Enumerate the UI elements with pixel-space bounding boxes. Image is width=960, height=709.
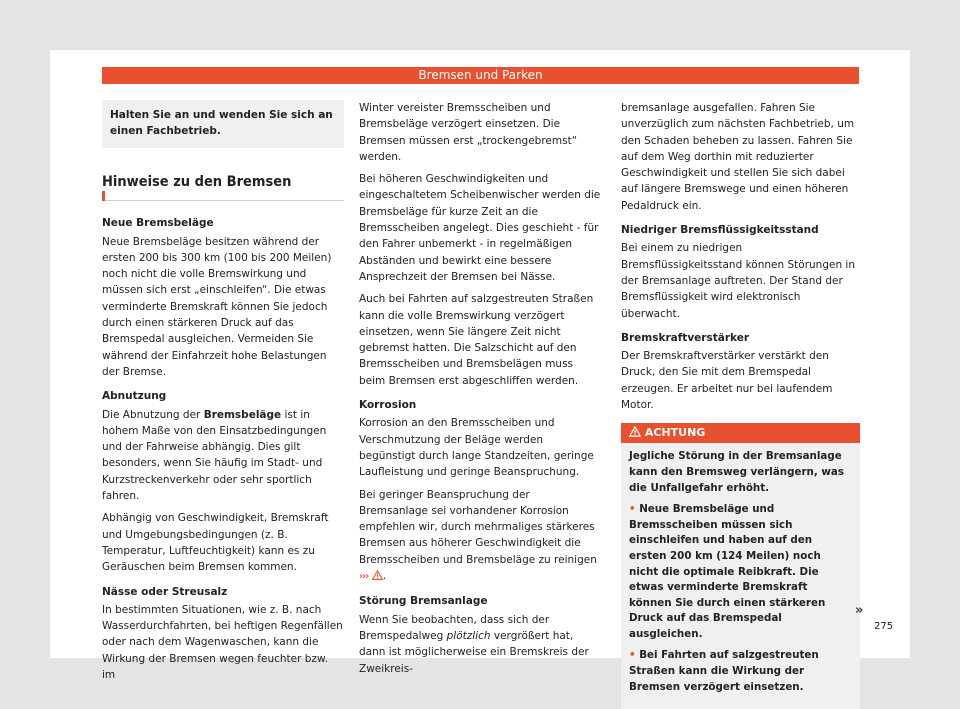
- paragraph: Bei geringer Beanspruchung der Bremsanlage sei vorhandener Korrosion empfehlen wir, durch mehrmaliges stärkeres Bremsen aus höherer Geschwindigkeit die Bremsscheiben und Bremsbeläge zu reinigen ››› .: [359, 487, 602, 586]
- bullet-icon: •: [629, 649, 636, 662]
- column-2: [359, 100, 602, 683]
- heading-abnutzung: Abnutzung: [102, 390, 167, 403]
- heading-stoerung: Störung Bremsanlage: [359, 595, 488, 608]
- section-title: Hinweise zu den Bremsen: [102, 174, 344, 201]
- paragraph: Bei höheren Geschwindigkeiten und eingeschaltetem Scheibenwischer werden die Bremsbeläge für kurze Zeit an die Bremsscheiben angelegt. Dies geschieht - für den Fahrer unbemerkt - in regelmäßigen Abständen und bewirkt eine bessere Ansprechzeit der Bremsen bei Nässe.: [359, 173, 601, 283]
- page-number: 275: [874, 621, 894, 632]
- paragraph: Winter vereister Bremsscheiben und Bremsbeläge verzögert einsetzen. Die Bremsen müssen erst „trockengebremst“ werden.: [359, 102, 578, 163]
- paragraph: Neue Bremsbeläge besitzen während der ersten 200 bis 300 km (100 bis 200 Meilen) noch nicht die volle Bremswirkung und müssen sich erst „einschleifen“. Die etwas verminderte Bremskraft können Sie jedoch durch einen stärkeren Druck auf das Bremspedal ausgleichen. Vermeiden Sie während der Einfahrzeit hohe Belastungen der Bremse.: [102, 235, 332, 378]
- column-1: [102, 100, 344, 689]
- warning-body: [621, 443, 860, 709]
- chapter-header: Bremsen und Parken: [102, 67, 859, 84]
- heading-korrosion: Korrosion: [359, 399, 417, 412]
- heading-naesse: Nässe oder Streusalz: [102, 585, 228, 598]
- heading-neue-bremsbelaege: Neue Bremsbeläge: [102, 217, 214, 230]
- heading-bremsfluessigkeit: Niedriger Bremsflüssigkeitsstand: [621, 224, 819, 237]
- paragraph: In bestimmten Situationen, wie z. B. nach Wasserdurchfahrten, bei heftigen Regenfällen oder nach dem Wagenwaschen, kann die Wirkung der Bremsen wegen feuchter bzw. im: [102, 603, 343, 682]
- warning-bullet: • Bei Fahrten auf salzgestreuten Straßen kann die Wirkung der Bremsen verzögert einsetzen.: [629, 649, 819, 693]
- warning-header: [621, 423, 860, 443]
- bullet-icon: •: [629, 503, 636, 516]
- continue-mark: »: [855, 603, 864, 618]
- warning-bullet: • Neue Bremsbeläge und Bremsscheiben müssen sich einschleifen und haben auf den ersten 200 km (124 Meilen) noch nicht die optimale Reibkraft. Die etwas verminderte Bremskraft können Sie durch einen stärkeren Druck auf das Bremspedal ausgleichen.: [629, 503, 826, 640]
- cross-reference-link[interactable]: ›››: [359, 571, 369, 583]
- paragraph: Bei einem zu niedrigen Bremsflüssigkeitsstand können Störungen in der Bremsanlage auftreten. Der Stand der Bremsflüssigkeit wird elektronisch überwacht.: [621, 242, 856, 320]
- warning-title: ACHTUNG: [644, 426, 706, 440]
- paragraph: Wenn Sie beobachten, dass sich der Bremspedalweg plötzlich vergrößert hat, dann ist möglicherweise ein Bremskreis der Zweikreis-: [359, 613, 589, 675]
- warning-triangle-icon: [629, 426, 641, 439]
- heading-bremskraftverstaerker: Bremskraftverstärker: [621, 331, 750, 344]
- paragraph: Der Bremskraftverstärker verstärkt den Druck, den Sie mit dem Bremspedal erzeugen. Er arbeitet nur bei laufendem Motor.: [621, 350, 833, 412]
- paragraph: Die Abnutzung der Bremsbeläge ist in hohem Maße von den Einsatzbedingungen und der Fahrweise abhängig. Dies gilt besonders, wenn Sie häufig im Stadt- und Kurzstreckenverkehr oder sehr sportlich fahren.: [102, 408, 327, 503]
- note-box: Halten Sie an und wenden Sie sich an einen Fachbetrieb.: [102, 100, 344, 148]
- paragraph: Korrosion an den Bremsscheiben und Verschmutzung der Beläge werden begünstigt durch lange Standzeiten, geringe Laufleistung und geringe Beanspruchung.: [359, 417, 594, 479]
- paragraph: Abhängig von Geschwindigkeit, Bremskraft und Umgebungsbedingungen (z. B. Temperatur, Luftfeuchtigkeit) kann es zu Geräuschen beim Bremsen kommen.: [102, 512, 329, 574]
- paragraph: bremsanlage ausgefallen. Fahren Sie unverzüglich zum nächsten Fachbetrieb, um den Schaden beheben zu lassen. Fahren Sie auf dem Weg dorthin mit reduzierter Geschwindigkeit und stellen Sie sich dabei auf längere Bremswege und einen höheren Pedaldruck ein.: [621, 102, 855, 212]
- warning-intro: Jegliche Störung in der Bremsanlage kann den Bremsweg verlängern, was die Unfallgefahr erhöht.: [629, 450, 844, 494]
- warning-triangle-icon: [372, 569, 383, 585]
- warning-box: [621, 423, 860, 709]
- column-3: [621, 100, 860, 709]
- paragraph: Auch bei Fahrten auf salzgestreuten Straßen kann die volle Bremswirkung verzögert einsetzen, wenn Sie längere Zeit nicht gebremst hatten. Die Salzschicht auf den Bremsscheiben und Bremsbelägen muss beim Bremsen erst abgeschliffen werden.: [359, 293, 594, 387]
